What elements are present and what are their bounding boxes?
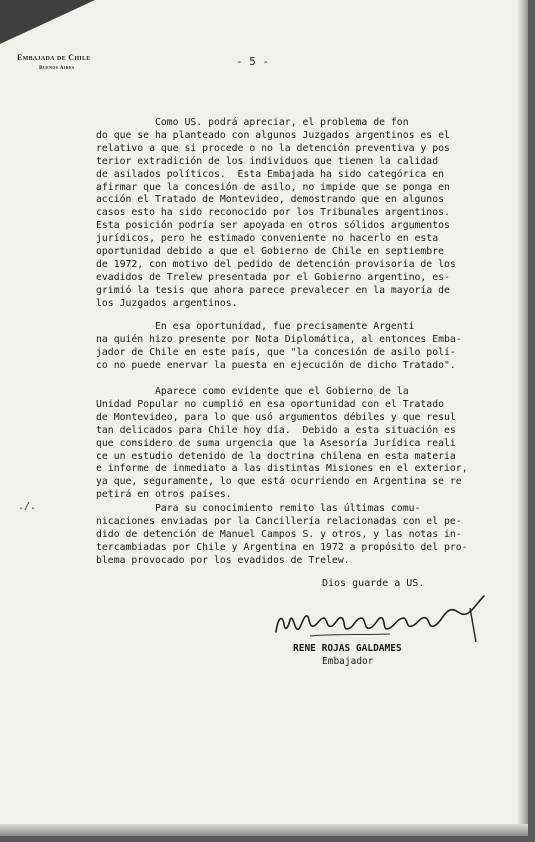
margin-mark: ./. xyxy=(18,501,37,512)
closing-salutation: Dios guarde a US. xyxy=(322,578,425,589)
letterhead-city: Buenos Aires xyxy=(39,65,75,71)
paragraph-2: En esa oportunidad, fue precisamente Argenti na quién hizo presente por Nota Diplomática, al entonces Emba- jador de Chile en este país, que "la concesión de asilo polí- co no puede enervar la puesta en ejecución de dicho Tratado". xyxy=(96,321,462,371)
paragraph-3: Aparece como evidente que el Gobierno de la Unidad Popular no cumplió en esa oportunidad con el Tratado de Montevideo, para lo que usó argumentos débiles y que resul tan delicados para Chile hoy día. Debido a esta situación es que considero de suma urgencia que la Asesoría Jurídica reali ce un estudio detenido de la doctrina chilena en esta materia e informe de inmediato a las distintas Misiones en el exterior, ya que, seguramente, lo que está ocurriendo en Argentina se re petirá en otros países. xyxy=(96,386,468,501)
handwritten-signature xyxy=(270,588,500,648)
signer-title: Embajador xyxy=(322,656,374,667)
folded-corner xyxy=(0,0,95,44)
signer-name: RENE ROJAS GALDAMES xyxy=(293,643,402,654)
page-edge-bottom xyxy=(0,824,528,836)
page-edge-right xyxy=(518,0,528,836)
letterhead xyxy=(17,53,91,71)
paragraph-4: Para su conocimiento remito las últimas comu- nicaciones enviadas por la Cancillería relacionadas con el pe- dido de detención de Manuel Campos S. y otros, y las notas in- tercambiadas por Chile y Argentina en 1972 a propósito del pro- blema provocado por los evadidos de Trelew. xyxy=(96,503,468,566)
letterhead-embassy: Embajada de Chile xyxy=(17,53,91,62)
paragraph-1: Como US. podrá apreciar, el problema de fon do que se ha planteado con algunos Juzgados argentinos es el relativo a que si procede o no la detención preventiva y pos terior extradición de los individuos que tienen la calidad de asilados políticos. Esta Embajada ha sido categórica en afirmar que la concesión de asilo, no impide que se ponga en acción el Tratado de Montevideo, demostrando que en algunos casos esto ha sido reconocido por los Tribunales argentinos. Esta posición podría ser apoyada en otros sólidos argumentos jurídicos, pero he estimado conveniente no hacerlo en esta oportunidad debido a que el Gobierno de Chile en septiembre de 1972, con motivo del pedido de detención provisoria de los evadidos de Trelew presentada por el Gobierno argentino, es- grimió la tesis que ahora parece prevalecer en la mayoría de los Juzgados argentinos. xyxy=(96,117,456,309)
page-number: - 5 - xyxy=(236,55,270,68)
